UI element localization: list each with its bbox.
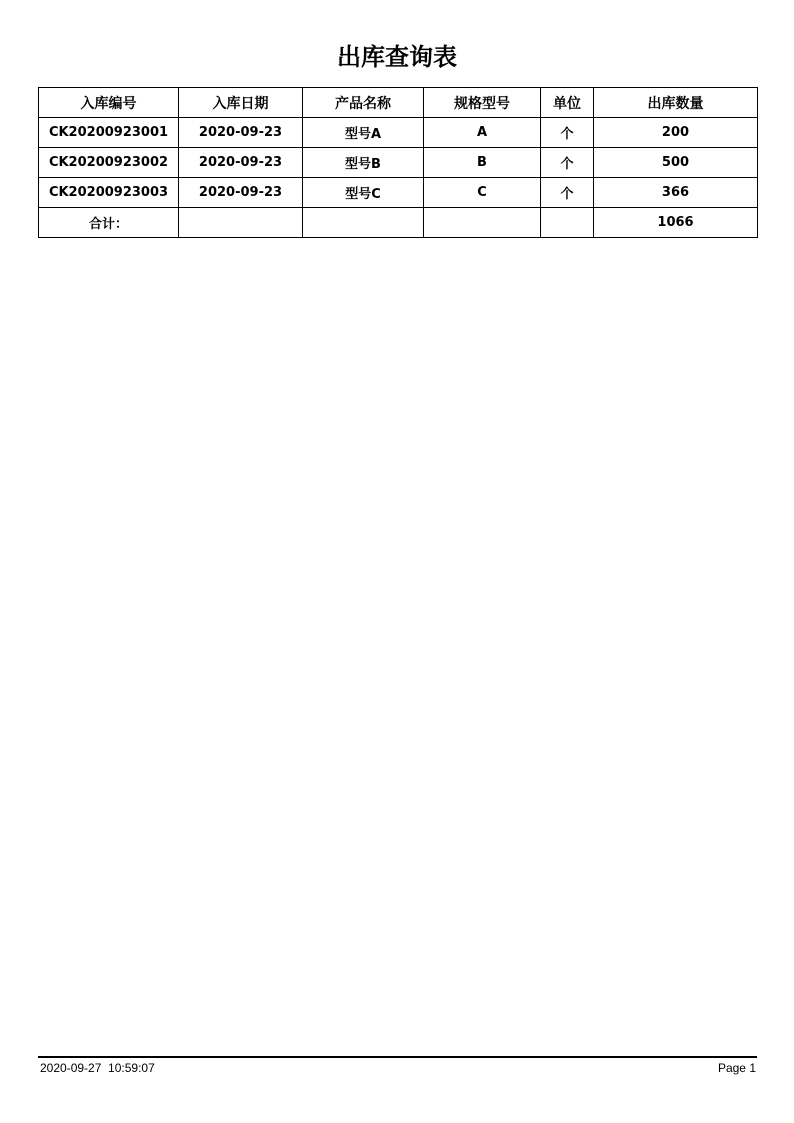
- cell-specification: A: [424, 118, 541, 148]
- cell-product-name: 型号A: [303, 118, 424, 148]
- total-empty-cell: [303, 208, 424, 238]
- cell-entry-number: CK20200923002: [39, 148, 179, 178]
- table-row: [39, 178, 758, 208]
- cell-unit: 个: [541, 118, 594, 148]
- table-total-row: [39, 208, 758, 238]
- cell-entry-date: 2020-09-23: [179, 118, 303, 148]
- cell-specification: C: [424, 178, 541, 208]
- cell-entry-date: 2020-09-23: [179, 178, 303, 208]
- report-title: 出库查询表: [337, 42, 457, 71]
- cell-entry-number: CK20200923003: [39, 178, 179, 208]
- table-row: [39, 148, 758, 178]
- cell-unit: 个: [541, 178, 594, 208]
- total-empty-cell: [541, 208, 594, 238]
- print-timestamp: 2020-09-27 10:59:07: [40, 1061, 155, 1075]
- column-header-outbound-quantity: 出库数量: [594, 88, 758, 118]
- table-row: [39, 118, 758, 148]
- cell-outbound-quantity: 200: [594, 118, 758, 148]
- cell-product-name: 型号B: [303, 148, 424, 178]
- column-header-entry-number: 入库编号: [39, 88, 179, 118]
- page-number: Page 1: [717, 1061, 756, 1075]
- column-header-unit: 单位: [541, 88, 594, 118]
- cell-outbound-quantity: 500: [594, 148, 758, 178]
- cell-specification: B: [424, 148, 541, 178]
- column-header-specification: 规格型号: [424, 88, 541, 118]
- total-quantity: 1066: [594, 208, 758, 238]
- cell-entry-date: 2020-09-23: [179, 148, 303, 178]
- column-header-entry-date: 入库日期: [179, 88, 303, 118]
- total-empty-cell: [424, 208, 541, 238]
- cell-unit: 个: [541, 148, 594, 178]
- total-label: 合计：: [39, 208, 179, 238]
- column-header-product-name: 产品名称: [303, 88, 424, 118]
- outbound-query-table: [38, 87, 758, 238]
- cell-entry-number: CK20200923001: [39, 118, 179, 148]
- cell-outbound-quantity: 366: [594, 178, 758, 208]
- cell-product-name: 型号C: [303, 178, 424, 208]
- table-header-row: [39, 88, 758, 118]
- footer-divider: [38, 1056, 757, 1058]
- total-empty-cell: [179, 208, 303, 238]
